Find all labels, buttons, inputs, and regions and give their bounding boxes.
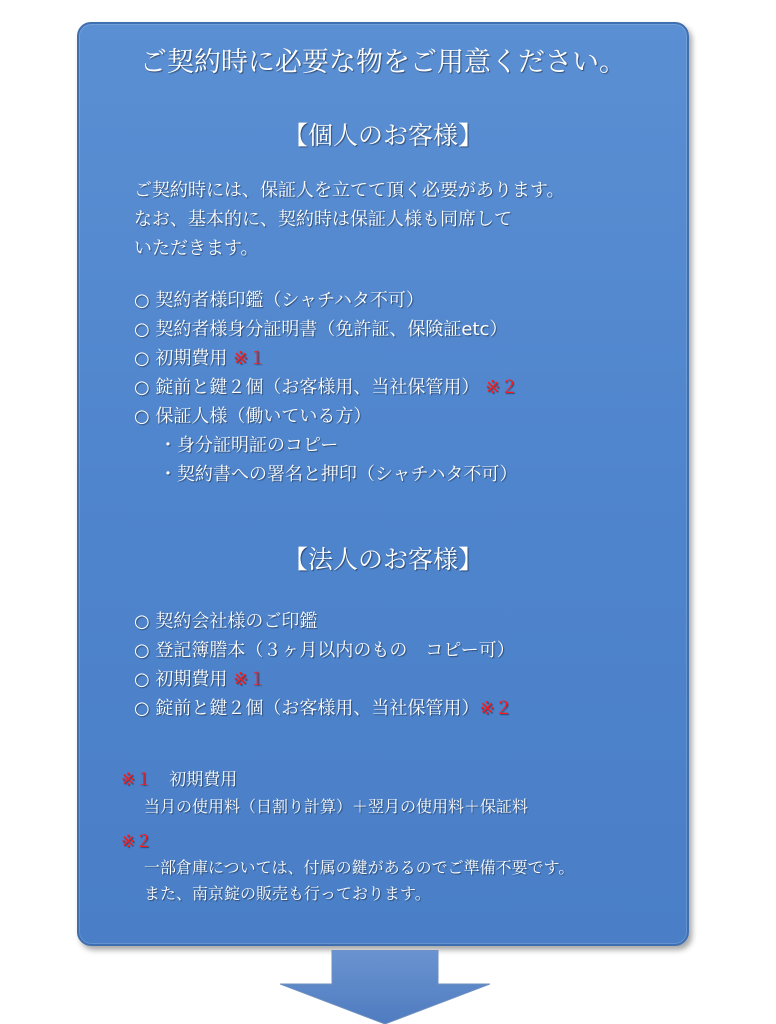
down-arrow-icon — [280, 950, 490, 1024]
note-1-label: 初期費用 — [152, 770, 238, 790]
individual-intro-line-3: いただきます。 — [134, 238, 259, 259]
list-item-text: ○ 契約者様印鑑（シャチハタ不可） — [134, 290, 424, 311]
note-2-mark: ※２ — [121, 832, 153, 852]
note-1-heading — [121, 768, 237, 792]
note-2-body-line-2: また、南京錠の販売も行っております。 — [144, 884, 431, 903]
list-item — [134, 665, 266, 695]
list-item — [134, 286, 424, 316]
list-item-text: ○ 契約者様身分証明書（免許証、保険証etc） — [134, 319, 508, 340]
list-item — [134, 373, 518, 403]
note-1-mark: ※１ — [121, 770, 153, 790]
note-2-body-line-1: 一部倉庫については、付属の鍵があるのでご準備不要です。 — [144, 858, 575, 877]
list-item — [134, 636, 515, 666]
list-item — [134, 344, 266, 374]
page-title: ご契約時に必要な物をご用意ください。 — [140, 47, 626, 78]
individual-heading: 【個人のお客様】 — [282, 121, 483, 150]
sub-list-item: ・契約書への署名と押印（シャチハタ不可） — [159, 464, 518, 485]
list-item-text: ○ 登記簿謄本（３ヶ月以内のもの コピー可） — [134, 640, 515, 661]
individual-intro-line-2: なお、基本的に、契約時は保証人様も同席して — [134, 209, 512, 230]
note-mark: ※１ — [233, 348, 267, 369]
note-mark: ※１ — [233, 669, 267, 690]
individual-intro-line-1: ご契約時には、保証人を立てて頂く必要があります。 — [134, 180, 565, 201]
list-item — [134, 402, 371, 432]
requirements-panel — [77, 22, 689, 946]
list-item-text: ○ 契約会社様のご印鑑 — [134, 611, 318, 632]
list-item — [134, 694, 513, 724]
note-1-body: 当月の使用料（日割り計算）＋翌月の使用料＋保証料 — [144, 797, 529, 816]
list-item-text: ○ 初期費用 — [134, 669, 234, 690]
note-mark: ※２ — [485, 377, 519, 398]
list-item-text: ○ 錠前と鍵２個（お客様用、当社保管用） — [134, 377, 486, 398]
list-item — [134, 607, 317, 637]
corporate-heading: 【法人のお客様】 — [282, 545, 483, 574]
list-item-text: ○ 保証人様（働いている方） — [134, 406, 372, 427]
list-item-text: ○ 初期費用 — [134, 348, 234, 369]
sub-list-item: ・身分証明証のコピー — [159, 435, 339, 456]
note-2-heading — [121, 830, 152, 854]
note-mark: ※２ — [479, 698, 513, 719]
list-item — [134, 315, 507, 345]
list-item-text: ○ 錠前と鍵２個（お客様用、当社保管用） — [134, 698, 480, 719]
